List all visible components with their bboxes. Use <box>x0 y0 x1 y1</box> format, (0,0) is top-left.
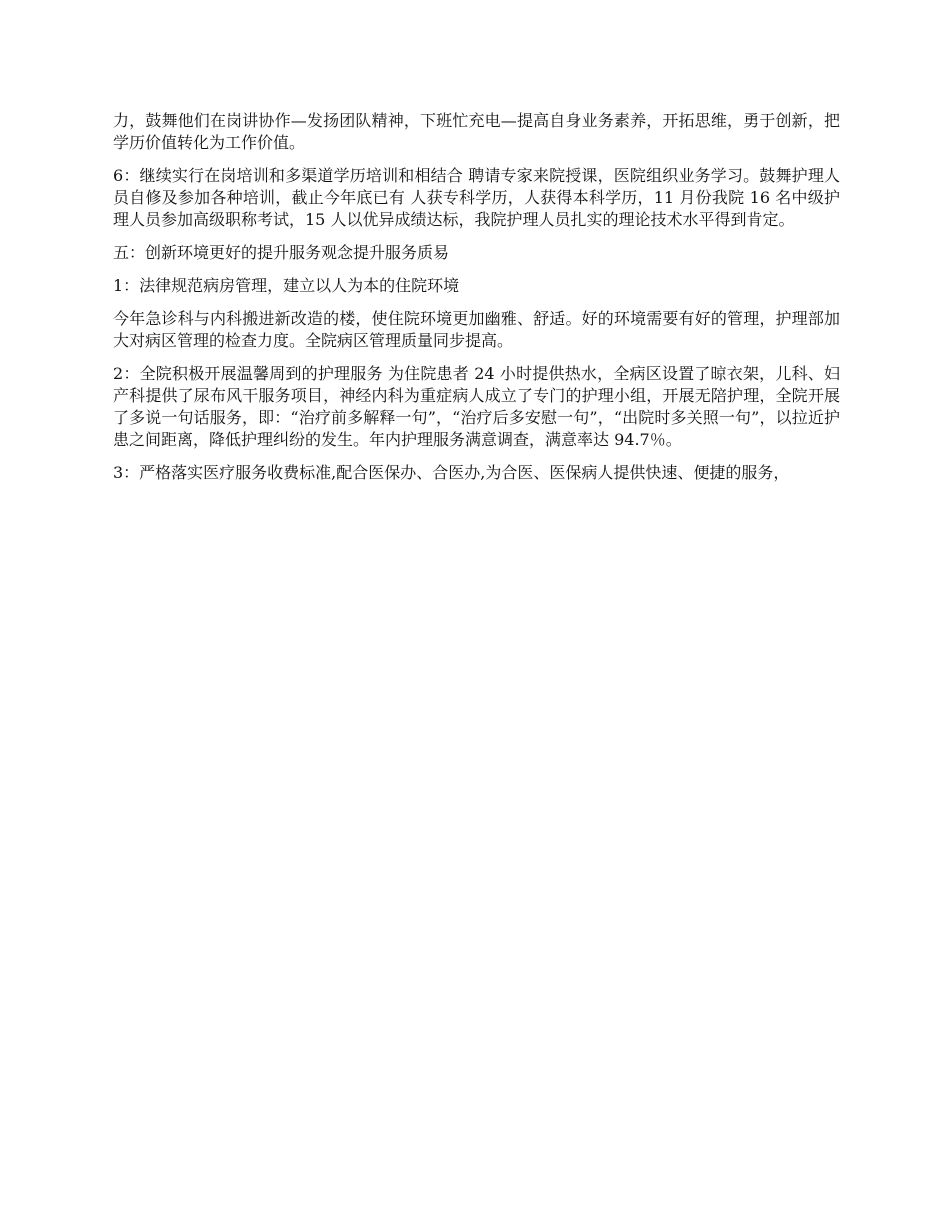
paragraph-item-3: 3：严格落实医疗服务收费标准,配合医保办、合医办,为合医、医保病人提供快速、便捷的服务， <box>113 463 790 482</box>
document-body <box>113 110 840 495</box>
paragraph-continuation: 力，鼓舞他们在岗讲协作—发扬团队精神，下班忙充电—提高自身业务素养，开拓思维，勇于创新，把学历价值转化为工作价值。 <box>113 111 840 152</box>
section-heading-5: 五：创新环境更好的提升服务观念提升服务质易 <box>113 243 450 262</box>
paragraph-item-1: 1：法律规范病房管理，建立以人为本的住院环境 <box>113 276 460 295</box>
paragraph-item-2: 2：全院积极开展温馨周到的护理服务 为住院患者 24 小时提供热水，全病区设置了晾衣架，儿科、妇产科提供了尿布风干服务项目，神经内科为重症病人成立了专门的护理小组，开展无陪护理，全院开展了多说一句话服务，即：“治疗前多解释一句”，“治疗后多安慰一句”，“出院时多关照一句”，以拉近护患之间距离，降低护理纠纷的发生。年内护理服务满意调查，满意率达 94.7％。 <box>113 364 840 449</box>
paragraph-environment: 今年急诊科与内科搬进新改造的楼，使住院环境更加幽雅、舒适。好的环境需要有好的管理，护理部加大对病区管理的检查力度。全院病区管理质量同步提高。 <box>113 309 840 350</box>
paragraph-item-6: 6：继续实行在岗培训和多渠道学历培训和相结合 聘请专家来院授课，医院组织业务学习。鼓舞护理人员自修及参加各种培训，截止今年底已有 人获专科学历，人获得本科学历，11 月份我院 16 名中级护理人员参加高级职称考试，15 人以优异成绩达标，我院护理人员扎实的理论技术水平得到肯定。 <box>113 166 840 229</box>
